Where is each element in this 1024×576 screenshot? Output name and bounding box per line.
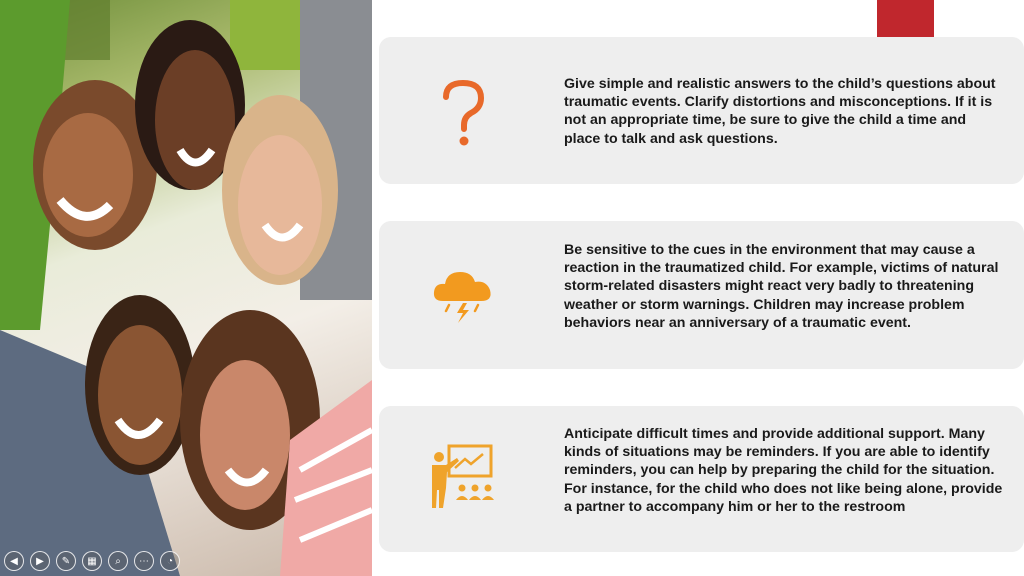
info-card-answers — [379, 37, 1024, 184]
zoom-button[interactable]: ⌕ — [108, 551, 128, 571]
photo-illustration — [0, 0, 372, 576]
slideshow-controls — [4, 548, 180, 574]
info-card-anticipate — [379, 406, 1024, 552]
subtitles-button[interactable]: ◔ — [160, 551, 180, 571]
question-mark-icon — [429, 77, 499, 154]
pen-tool-button[interactable]: ✎ — [56, 551, 76, 571]
info-card-environment-cues — [379, 221, 1024, 369]
next-slide-button[interactable]: ▶ — [30, 551, 50, 571]
see-all-slides-button[interactable]: ▦ — [82, 551, 102, 571]
card-text: Give simple and realistic answers to the child’s questions about traumatic events. Clarify distortions and misconceptions. If it is not an appropriate time, be sure to give the child a time and place to talk and ask questions. — [564, 76, 996, 147]
previous-slide-button[interactable]: ◀ — [4, 551, 24, 571]
storm-cloud-icon — [429, 265, 499, 332]
children-huddle-photo — [0, 0, 372, 576]
more-options-button[interactable]: ⋯ — [134, 551, 154, 571]
teacher-presentation-icon — [429, 442, 504, 517]
card-text: Anticipate difficult times and provide additional support. Many kinds of situations may be reminders. If you are able to identify reminders, you can help by preparing the child for the situation. For instance, for the child who does not like being alone, provide a partner to accompany him or her to the restroom — [564, 426, 1003, 515]
card-text: Be sensitive to the cues in the environment that may cause a reaction in the traumatized child. For example, victims of natural storm-related disasters might react very badly to threatening weather or storm warnings. Children may increase problem behaviors near an anniversary of a traumatic event. — [564, 242, 999, 331]
accent-bar — [877, 0, 934, 37]
